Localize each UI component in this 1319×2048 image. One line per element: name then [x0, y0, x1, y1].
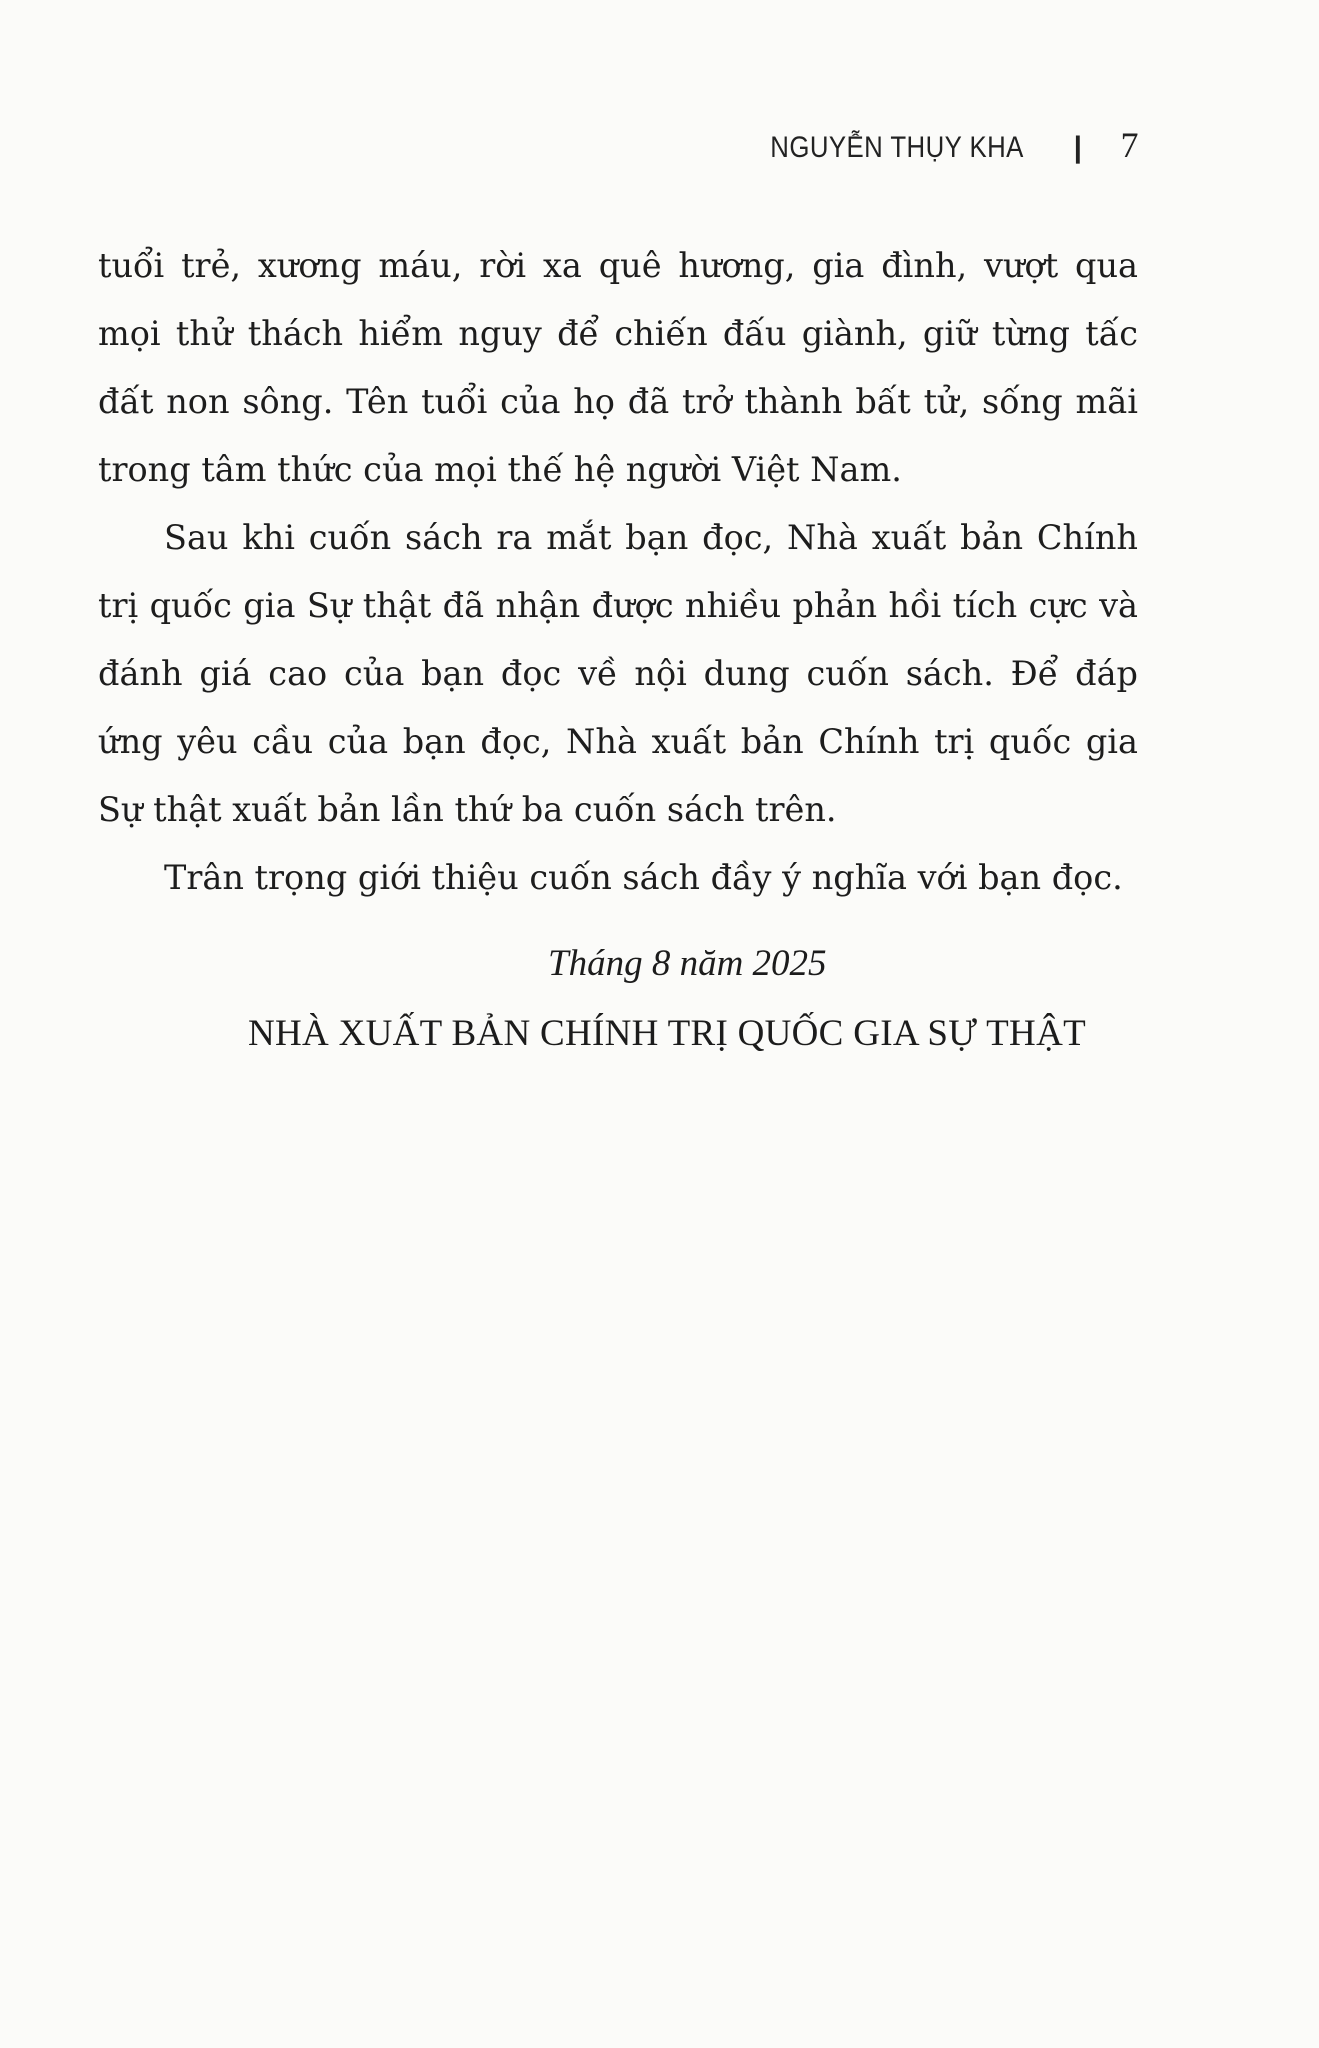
signature-publisher: NHÀ XUẤT BẢN CHÍNH TRỊ QUỐC GIA SỰ THẬT: [248, 1013, 1086, 1054]
paragraph-introduction: Trân trọng giới thiệu cuốn sách đầy ý nghĩa với bạn đọc.: [164, 858, 1123, 897]
paragraph-reprint-note: Sau khi cuốn sách ra mắt bạn đọc, Nhà xuất bản Chính trị quốc gia Sự thật đã nhận được nhiều phản hồi tích cực và đánh giá cao của bạn đọc về nội dung cuốn sách. Để đáp ứng yêu cầu của bạn đọc, Nhà xuất bản Chính trị quốc gia Sự thật xuất bản lần thứ ba cuốn sách trên.: [98, 518, 1138, 829]
header-separator: |: [1073, 131, 1083, 164]
page-number: 7: [1120, 125, 1139, 165]
signature-date: Tháng 8 năm 2025: [548, 943, 827, 984]
body-text: [98, 232, 1138, 912]
paragraph-continuation: tuổi trẻ, xương máu, rời xa quê hương, gia đình, vượt qua mọi thử thách hiểm nguy để chiến đấu giành, giữ từng tấc đất non sông. Tên tuổi của họ đã trở thành bất tử, sống mãi trong tâm thức của mọi thế hệ người Việt Nam.: [98, 246, 1138, 489]
running-header: [729, 124, 1139, 166]
header-author: NGUYỄN THỤY KHA: [770, 131, 1024, 164]
